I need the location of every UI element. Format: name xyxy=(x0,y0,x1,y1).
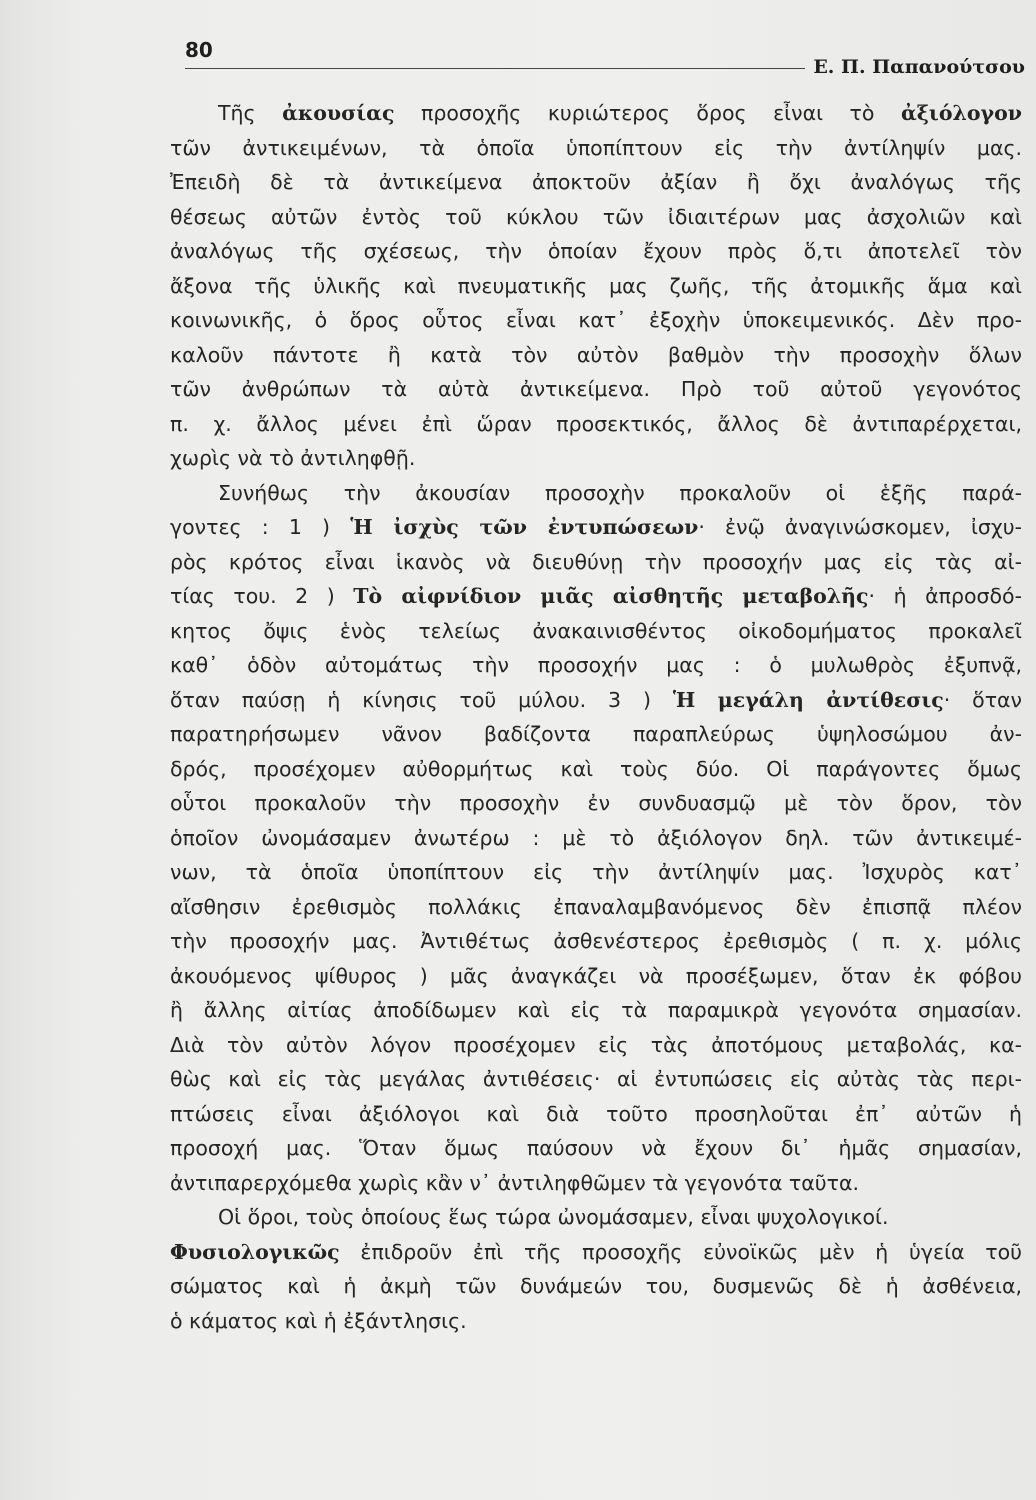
text-segment: θέσεως αὐτῶν ἐντὸς τοῦ κύκλου τῶν ἰδιαιτέρων μας ἀσχολιῶν καὶ xyxy=(170,204,1022,229)
text-segment: ἄξονα τῆς ὑλικῆς καὶ πνευματικῆς μας ζωῆς, τῆς ἀτομικῆς ἅμα καὶ xyxy=(170,273,1022,298)
bold-term: Τὸ αἰφνίδιον μιᾶς αἰσθητῆς μεταβολῆς xyxy=(353,584,869,608)
text-line xyxy=(170,303,1022,338)
text-segment: ἐπιδροῦν ἐπὶ τῆς προσοχῆς εὐνοϊκῶς μὲν ἡ ὑγεία τοῦ xyxy=(339,1239,1022,1264)
text-segment: · ὅταν xyxy=(943,687,1023,712)
text-segment: σώματος καὶ ἡ ἀκμὴ τῶν δυνάμεών του, δυσμενῶς δὲ ἡ ἀσθένεια, xyxy=(170,1274,1022,1298)
text-segment: πτώσεις εἶναι ἀξιόλογοι καὶ διὰ τοῦτο προσηλοῦται ἐπ᾿ αὐτῶν ἡ xyxy=(170,1101,1022,1126)
text-line xyxy=(170,545,1022,580)
text-line xyxy=(170,717,1022,752)
text-line xyxy=(170,510,1022,545)
text-segment: · ἡ ἀπροσδό- xyxy=(868,584,1022,608)
text-segment: ἀναλόγως τῆς σχέσεως, τὴν ὁποίαν ἔχουν πρὸς ὅ,τι ἀποτελεῖ τὸν xyxy=(170,239,1022,263)
text-segment: · ἐνῷ ἀναγινώσκομεν, ἰσχυ- xyxy=(698,515,1022,539)
text-segment: Τῆς xyxy=(218,101,283,125)
text-line xyxy=(170,821,1022,856)
page-number: 80 xyxy=(185,38,213,62)
text-line xyxy=(170,855,1022,890)
text-line xyxy=(170,1166,1022,1201)
text-line xyxy=(170,1200,1022,1235)
text-line xyxy=(170,269,1022,304)
text-line xyxy=(170,579,1022,614)
text-line xyxy=(170,407,1022,442)
text-segment: Οἱ ὅροι, τοὺς ὁποίους ἕως τώρα ὠνομάσαμεν, εἶναι ψυχολογικοί. xyxy=(218,1205,889,1229)
bold-term: ἀκουσίας xyxy=(282,101,395,125)
text-segment: νων, τὰ ὁποῖα ὑποπίπτουν εἰς τὴν ἀντίληψίν μας. Ἰσχυρὸς κατ᾿ xyxy=(170,860,1022,884)
page-header xyxy=(185,38,1025,78)
bold-term: ἀξιόλογον xyxy=(900,101,1022,125)
text-line xyxy=(170,1062,1022,1097)
text-line xyxy=(170,648,1022,683)
text-line xyxy=(170,372,1022,407)
text-segment: παρατηρήσωμεν νᾶνον βαδίζοντα παραπλεύρως ὑψηλοσώμου ἀν- xyxy=(170,722,1022,746)
text-segment: Διὰ τὸν αὐτὸν λόγον προσέχομεν εἰς τὰς ἀποτόμους μεταβολάς, κα- xyxy=(170,1032,1022,1057)
text-segment: τίας του. 2 ) xyxy=(170,584,354,608)
text-segment: ἀκουόμενος ψίθυρος ) μᾶς ἀναγκάζει νὰ προσέξωμεν, ὅταν ἐκ φόβου xyxy=(170,963,1022,988)
text-segment: προσοχῆς κυριώτερος ὅρος εἶναι τὸ xyxy=(394,101,901,125)
text-line xyxy=(170,1235,1022,1270)
bold-term: Ἡ ἰσχὺς τῶν ἐντυπώσεων xyxy=(350,515,699,539)
text-segment: οὗτοι προκαλοῦν τὴν προσοχὴν ἐν συνδυασμῷ μὲ τὸν ὅρον, τὸν xyxy=(170,791,1022,815)
text-segment: τῶν ἀνθρώπων τὰ αὐτὰ ἀντικείμενα. Πρὸ τοῦ αὐτοῦ γεγονότος xyxy=(170,377,1022,401)
text-segment: π. χ. ἄλλος μένει ἐπὶ ὥραν προσεκτικός, ἄλλος δὲ ἀντιπαρέρχεται, xyxy=(170,411,1022,436)
text-line xyxy=(170,1131,1022,1166)
text-segment: χωρὶς νὰ τὸ ἀντιληφθῇ. xyxy=(170,446,416,470)
text-line xyxy=(170,338,1022,373)
text-segment: τῶν ἀντικειμένων, τὰ ὁποῖα ὑποπίπτουν εἰς τὴν ἀντίληψίν μας. xyxy=(170,135,1022,160)
text-segment: γοντες : 1 ) xyxy=(170,515,351,539)
header-rule xyxy=(185,68,805,69)
text-line xyxy=(170,683,1022,718)
text-line xyxy=(170,1097,1022,1132)
text-segment: προσοχή μας. Ὅταν ὅμως παύσουν νὰ ἔχουν δι᾿ ἡμᾶς σημασίαν, xyxy=(170,1136,1022,1160)
text-segment: Συνήθως τὴν ἀκουσίαν προσοχὴν προκαλοῦν οἱ ἑξῆς παρά- xyxy=(218,480,1022,505)
bold-term: Φυσιολογικῶς xyxy=(170,1239,340,1264)
text-segment: ὅταν παύσῃ ἡ κίνησις τοῦ μύλου. 3 ) xyxy=(170,687,673,712)
text-line xyxy=(170,234,1022,269)
text-segment: Ἐπειδὴ δὲ τὰ ἀντικείμενα ἀποκτοῦν ἀξίαν ἢ ὄχι ἀναλόγως τῆς xyxy=(170,170,1022,194)
text-line xyxy=(170,476,1022,511)
text-segment: καλοῦν πάντοτε ἢ κατὰ τὸν αὐτὸν βαθμὸν τὴν προσοχὴν ὅλων xyxy=(170,342,1022,367)
text-segment: ρὸς κρότος εἶναι ἱκανὸς νὰ διευθύνῃ τὴν προσοχήν μας εἰς τὰς αἰ- xyxy=(170,549,1022,574)
text-segment: τὴν προσοχήν μας. Ἀντιθέτως ἀσθενέστερος ἐρεθισμὸς ( π. χ. μόλις xyxy=(170,929,1022,953)
bold-term: Ἡ μεγάλη ἀντίθεσις xyxy=(672,687,944,712)
running-head-author: Ε. Π. Παπανούτσου xyxy=(813,56,1025,78)
text-line xyxy=(170,614,1022,649)
text-segment: κητος ὄψις ἑνὸς τελείως ἀνακαινισθέντος οἰκοδομήματος προκαλεῖ xyxy=(170,618,1022,643)
text-line xyxy=(170,441,1022,476)
text-line xyxy=(170,752,1022,787)
text-line xyxy=(170,786,1022,821)
text-segment: δρός, προσέχομεν αὐθορμήτως καὶ τοὺς δύο. Οἱ παράγοντες ὅμως xyxy=(170,756,1022,781)
text-segment: κοινωνικῆς, ὁ ὅρος οὗτος εἶναι κατ᾿ ἐξοχὴν ὑποκειμενικός. Δὲν προ- xyxy=(170,308,1022,332)
text-segment: καθ᾿ ὁδὸν αὐτομάτως τὴν προσοχήν μας : ὁ μυλωθρὸς ἐξυπνᾷ, xyxy=(170,653,1022,677)
text-line xyxy=(170,1269,1022,1304)
text-segment: ἀντιπαρερχόμεθα χωρὶς κἂν ν᾿ ἀντιληφθῶμεν τὰ γεγονότα ταῦτα. xyxy=(170,1170,859,1195)
text-line xyxy=(170,993,1022,1028)
text-line xyxy=(170,959,1022,994)
text-line xyxy=(170,200,1022,235)
text-segment: ὁ κάματος καὶ ἡ ἐξάντλησις. xyxy=(170,1308,467,1333)
text-segment: αἴσθησιν ἐρεθισμὸς πολλάκις ἐπαναλαμβανόμενος δὲν ἐπισπᾷ πλέον xyxy=(170,894,1022,919)
text-segment: ἢ ἄλλης αἰτίας ἀποδίδωμεν καὶ εἰς τὰ παραμικρὰ γεγονότα σημασίαν. xyxy=(170,998,1022,1022)
body-text xyxy=(170,96,1022,1338)
text-line xyxy=(170,1304,1022,1339)
text-line xyxy=(170,131,1022,166)
text-line xyxy=(170,165,1022,200)
text-line xyxy=(170,890,1022,925)
text-segment: ὁποῖον ὠνομάσαμεν ἀνωτέρω : μὲ τὸ ἀξιόλογον δηλ. τῶν ἀντικειμέ- xyxy=(170,825,1022,850)
text-line xyxy=(170,924,1022,959)
text-line xyxy=(170,1028,1022,1063)
text-segment: θὼς καὶ εἰς τὰς μεγάλας ἀντιθέσεις· αἱ ἐντυπώσεις εἰς αὐτὰς τὰς περι- xyxy=(170,1067,1022,1091)
text-line xyxy=(170,96,1022,131)
